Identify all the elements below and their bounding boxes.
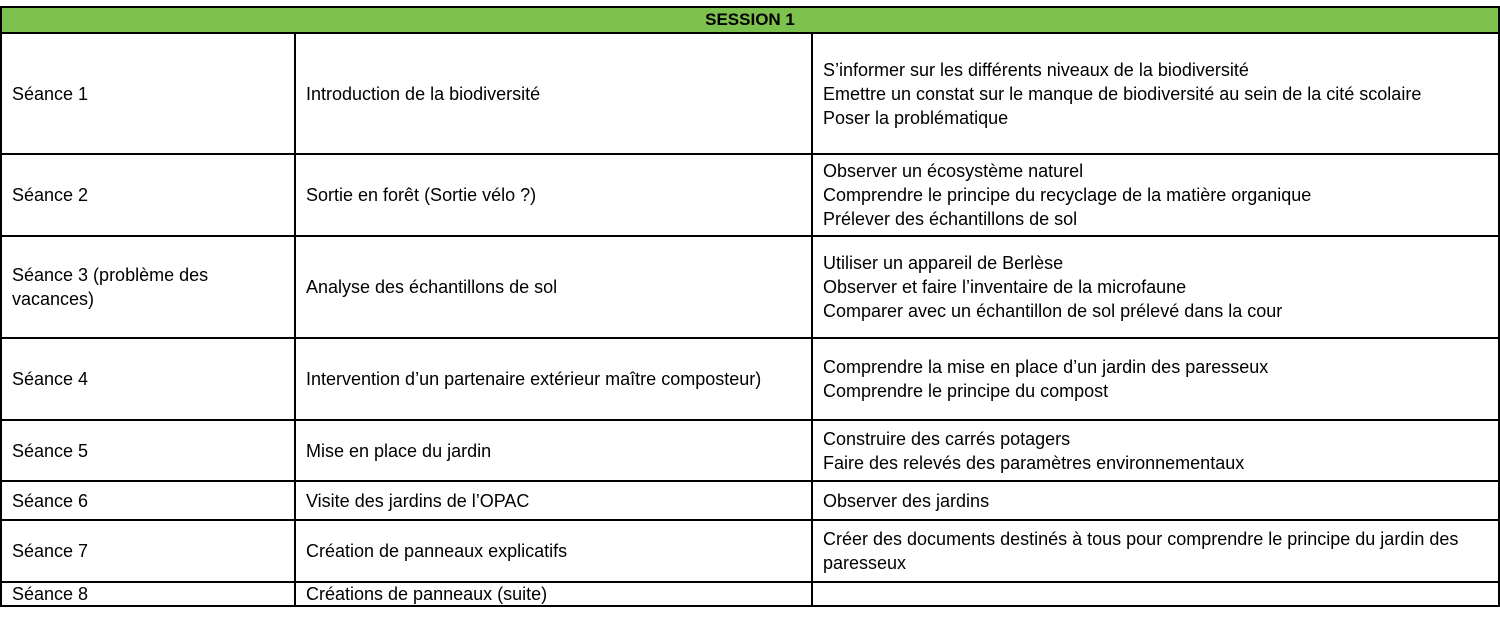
objective-line: Comprendre le principe du recyclage de la matière organique — [823, 185, 1312, 205]
table-row — [1, 582, 1499, 606]
objective-line: Poser la problématique — [823, 107, 1009, 128]
objective-line: Utiliser un appareil de Berlèse — [823, 253, 1064, 273]
table-row — [1, 236, 1499, 338]
table-row — [1, 481, 1499, 520]
objective-line: Observer et faire l’inventaire de la microfaune — [823, 277, 1187, 297]
objectives-cell: Créer des documents destinés à tous pour comprendre le principe du jardin des paresseux — [812, 520, 1499, 582]
objective-line: S’informer sur les différents niveaux de la biodiversité — [823, 59, 1249, 80]
seance-cell: Séance 1 — [1, 33, 295, 154]
table-row — [1, 33, 1499, 154]
objectives-cell — [812, 338, 1499, 420]
objective-line: Observer des jardins — [823, 490, 990, 511]
seance-cell: Séance 4 — [1, 338, 295, 420]
activity-cell: Analyse des échantillons de sol — [295, 236, 812, 338]
table-row — [1, 420, 1499, 481]
objectives-cell — [812, 582, 1499, 606]
objectives-cell — [812, 33, 1499, 154]
header-row — [1, 7, 1499, 33]
seance-cell: Séance 5 — [1, 420, 295, 481]
objectives-cell — [812, 154, 1499, 236]
objective-line: Comprendre la mise en place d’un jardin des paresseux — [823, 357, 1269, 377]
objectives-cell — [812, 236, 1499, 338]
table-row — [1, 154, 1499, 236]
seance-cell: Séance 7 — [1, 520, 295, 582]
table-row — [1, 338, 1499, 420]
objectives-cell — [812, 481, 1499, 520]
seance-cell: Séance 8 — [1, 582, 295, 606]
activity-cell: Visite des jardins de l’OPAC — [295, 481, 812, 520]
activity-cell: Création de panneaux explicatifs — [295, 520, 812, 582]
activity-cell: Mise en place du jardin — [295, 420, 812, 481]
objective-line: Observer un écosystème naturel — [823, 161, 1084, 181]
session-table — [0, 6, 1500, 607]
activity-cell: Sortie en forêt (Sortie vélo ?) — [295, 154, 812, 236]
table-row — [1, 520, 1499, 582]
seance-cell: Séance 3 (problème des vacances) — [1, 236, 295, 338]
objectives-cell — [812, 420, 1499, 481]
objective-line: Construire des carrés potagers — [823, 428, 1071, 449]
objective-line: Comparer avec un échantillon de sol prélevé dans la cour — [823, 301, 1283, 321]
seance-cell: Séance 6 — [1, 481, 295, 520]
activity-cell: Introduction de la biodiversité — [295, 33, 812, 154]
objective-line: Comprendre le principe du compost — [823, 381, 1109, 401]
activity-cell: Créations de panneaux (suite) — [295, 582, 812, 606]
activity-cell: Intervention d’un partenaire extérieur maître composteur) — [295, 338, 812, 420]
objective-line: Faire des relevés des paramètres environnementaux — [823, 452, 1245, 473]
objective-line: Emettre un constat sur le manque de biodiversité au sein de la cité scolaire — [823, 83, 1422, 104]
seance-cell: Séance 2 — [1, 154, 295, 236]
objective-line: Prélever des échantillons de sol — [823, 209, 1078, 229]
session-header: SESSION 1 — [1, 7, 1499, 33]
